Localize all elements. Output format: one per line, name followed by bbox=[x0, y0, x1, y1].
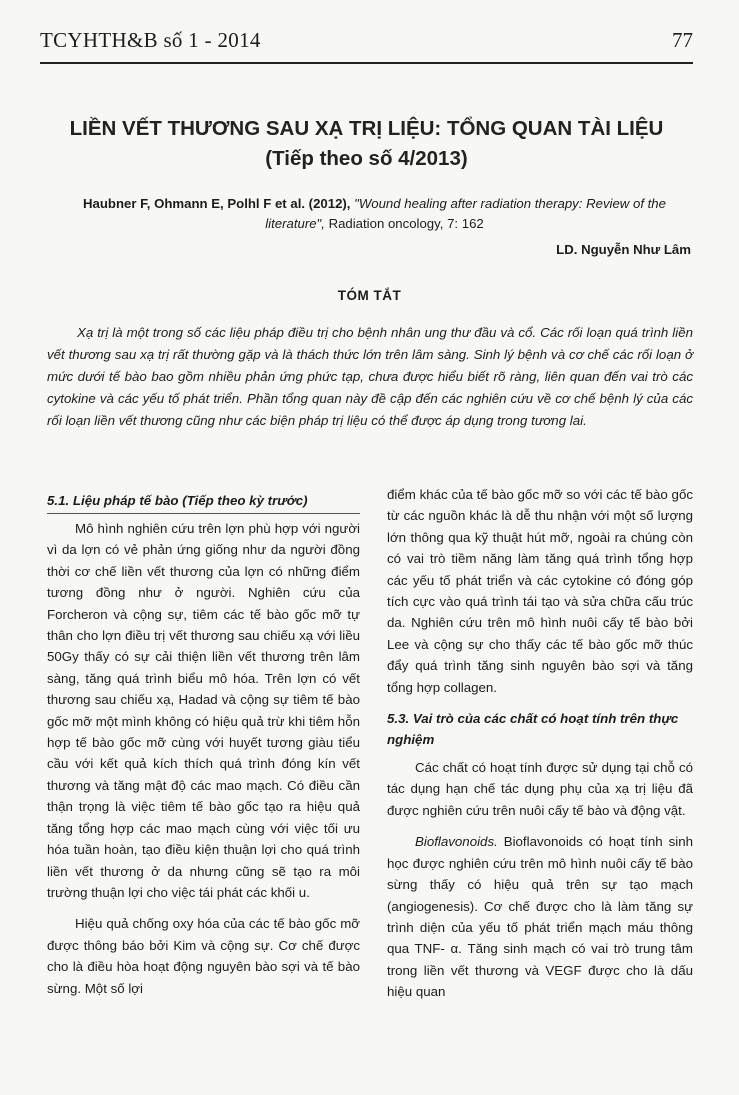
title-main: LIỀN VẾT THƯƠNG SAU XẠ TRỊ LIỆU: TỔNG QUAN TÀI LIỆU bbox=[69, 117, 664, 140]
paragraph: Hiệu quả chống oxy hóa của các tế bào gốc mỡ được thông báo bởi Kim và cộng sự. Cơ chế được cho là điều hòa hoạt động nguyên bào sợi và tế bào sừng. Một số lợi bbox=[47, 916, 360, 996]
page-number: 77 bbox=[672, 28, 693, 52]
page-header bbox=[40, 24, 693, 64]
paragraph: Các chất có hoạt tính được sử dụng tại chỗ có tác dụng hạn chế tác dụng phụ của xạ trị liệu đã được nghiên cứu trên nuôi cấy tế bào và động vật. bbox=[387, 760, 693, 818]
citation bbox=[60, 194, 689, 234]
article-title bbox=[40, 114, 693, 174]
citation-source: Radiation oncology, 7: 162 bbox=[328, 216, 484, 231]
title-continuation: (Tiếp theo số 4/2013) bbox=[265, 147, 468, 170]
paragraph-body: Bioflavonoids có hoạt tính sinh học được nghiên cứu trên mô hình nuôi cấy tế bào sừng thấy có hiệu quả trên sự tạo mạch (angiogenesis). Cơ chế được cho là làm tăng sự trình diện của yếu tố phát triển mạch máu thông qua TNF- α. Tăng sinh mạch có vai trò trung tâm trong liền vết thương và VEGF được cho là dấu hiệu quan bbox=[387, 834, 693, 1000]
paragraph-bioflavonoids bbox=[387, 831, 693, 1002]
left-column bbox=[47, 490, 360, 1009]
translator: LD. Nguyễn Như Lâm bbox=[556, 242, 691, 257]
section-heading-5-3: 5.3. Vai trò của các chất có hoạt tính trên thực nghiệm bbox=[387, 711, 679, 748]
paragraph-continuation: điểm khác của tế bào gốc mỡ so với các tế bào gốc từ các nguồn khác là dễ thu nhận với một số lượng lớn thông qua kỹ thuật hút mỡ, ngoài ra chúng còn có vai trò tiềm năng làm tăng quá trình tổng hợp các yếu tố phát triển và các cytokine có đóng góp tích cực vào quá trình tái tạo và sửa chữa cấu trúc da. Nghiên cứu trên mô hình nuôi cấy tế bào bởi Lee và cộng sự cho thấy các tế bào gốc mỡ thúc đẩy quá trình tăng sinh nguyên bào sợi và tăng tổng hợp collagen. bbox=[387, 487, 693, 695]
citation-title: "Wound healing after radiation therapy: Review of the literature", bbox=[265, 196, 666, 231]
abstract-heading: TÓM TẮT bbox=[337, 288, 402, 303]
right-column bbox=[387, 484, 693, 1013]
paragraph: Mô hình nghiên cứu trên lợn phù hợp với người vì da lợn có vẻ phản ứng giống như da người đồng thời cơ chế liền vết thương của lợn có những điểm tương đồng như ở người. Nghiên cứu của Forcheron và cộng sự, tiêm các tế bào gốc mỡ tự thân cho lợn điều trị vết thương sau chiếu xạ với liều 50Gy thấy có sự cải thiện liền vết thương trên lâm sàng, tăng quá trình biểu mô hóa. Trên lợn có vết thương sau chiếu xạ, Hadad và cộng sự tiêm tế bào gốc mỡ một mình không có hiệu quả trừ khi tiêm hỗn hợp tế bào gốc mỡ cùng với huyết tương giàu tiểu cầu với kết quả kích thích quá trình đóng kín vết thương và tăng mật độ các mao mạch. Có điều cần thận trọng là việc tiêm tế bào gốc tạo ra hiệu quả tăng tổng hợp các mao mạch cùng với việc tối ưu hóa tuần hoàn, tạo điều kiện thuận lợi cho quá trình liền vết thương ở da nhưng cũng sẽ tạo ra môi trường thuận lợi cho việc tái phát các khối u. bbox=[47, 521, 360, 900]
citation-authors: Haubner F, Ohmann E, Polhl F et al. (2012), bbox=[83, 196, 351, 211]
term-bioflavonoids: Bioflavonoids. bbox=[415, 834, 498, 850]
journal-issue: TCYHTH&B số 1 - 2014 bbox=[40, 28, 261, 52]
abstract-text: Xạ trị là một trong số các liệu pháp điều trị cho bệnh nhân ung thư đầu và cổ. Các rối loạn quá trình liền vết thương sau xạ trị rất thường gặp và là thách thức lớn trên lâm sàng. Sinh lý bệnh và cơ chế các rối loạn ở mức dưới tế bào bao gồm nhiều phản ứng phức tạp, chưa được hiểu biết rõ ràng, liên quan đến vai trò các cytokine và các yếu tố phát triển. Phần tổng quan này đề cập đến các nghiên cứu về cơ chế bệnh lý của các rối loạn liền vết thương cũng như các biện pháp trị liệu có thể được áp dụng trong tương lai. bbox=[47, 325, 693, 428]
section-heading-5-1: 5.1. Liệu pháp tế bào (Tiếp theo kỳ trước) bbox=[47, 490, 360, 514]
